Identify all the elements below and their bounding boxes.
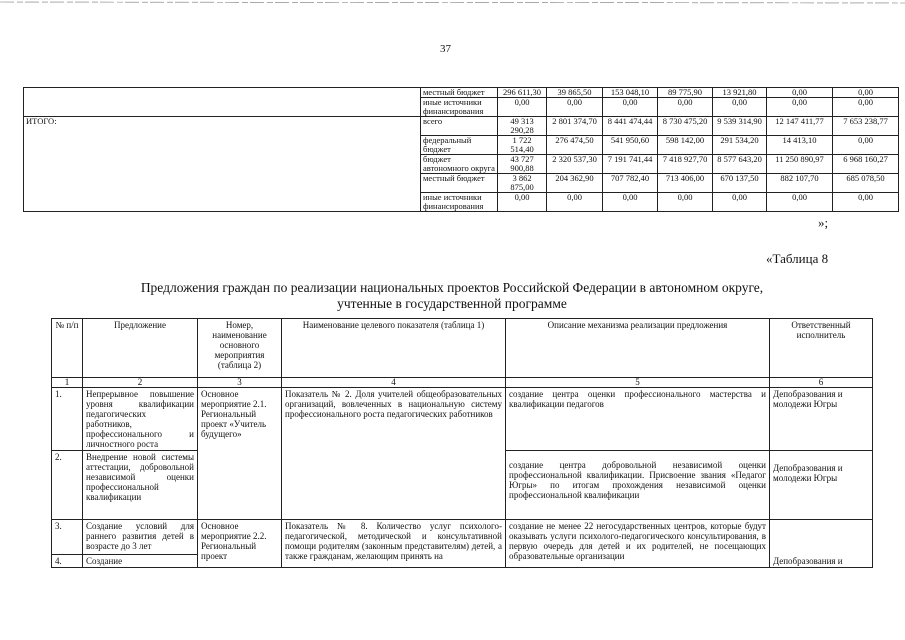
budget-value: 670 137,50 bbox=[713, 174, 767, 193]
budget-value: 0,00 bbox=[767, 193, 833, 212]
measure-text: Основное мероприятие 2.2. Региональный проект bbox=[198, 520, 282, 568]
budget-row bbox=[24, 98, 899, 117]
budget-value: 7 191 741,44 bbox=[603, 155, 658, 174]
row-number: 2. bbox=[52, 451, 83, 520]
measure-text: Основное мероприятие 2.1. Региональный проект «Учитель будущего» bbox=[198, 388, 282, 520]
proposal-text: Создание условий для раннего развития детей в возрасте до 3 лет bbox=[83, 520, 198, 555]
budget-value: 882 107,70 bbox=[767, 174, 833, 193]
header-executor: Ответственный исполнитель bbox=[770, 319, 873, 378]
budget-value: 14 413,10 bbox=[767, 136, 833, 155]
budget-blank-cell bbox=[24, 98, 421, 117]
budget-value: 707 782,40 bbox=[603, 174, 658, 193]
budget-value: 0,00 bbox=[833, 136, 899, 155]
budget-value: 0,00 bbox=[833, 193, 899, 212]
budget-value: 9 539 314,90 bbox=[713, 117, 767, 136]
budget-value: 11 250 890,97 bbox=[767, 155, 833, 174]
proposals-table bbox=[51, 318, 873, 568]
budget-value: 8 441 474,44 bbox=[603, 117, 658, 136]
table-row bbox=[52, 520, 873, 555]
budget-value: 0,00 bbox=[547, 193, 603, 212]
budget-value: 0,00 bbox=[713, 193, 767, 212]
header-indicator: Наименование целевого показателя (таблица 1) bbox=[282, 319, 506, 378]
budget-value: 0,00 bbox=[658, 193, 713, 212]
budget-source-label: иные источники финансирования bbox=[421, 193, 498, 212]
row-number: 1. bbox=[52, 388, 83, 451]
row-number: 3. bbox=[52, 520, 83, 555]
header-row bbox=[52, 319, 873, 378]
budget-value: 153 048,10 bbox=[603, 88, 658, 98]
budget-value: 7 653 238,77 bbox=[833, 117, 899, 136]
executor-text: Депобразования и молодежи Югры bbox=[770, 451, 873, 520]
column-number: 5 bbox=[506, 378, 770, 388]
proposal-text: Внедрение новой системы аттестации, добровольной независимой оценки профессиональной квалификации bbox=[83, 451, 198, 520]
budget-blank-cell bbox=[24, 88, 421, 98]
scan-top-edge bbox=[0, 0, 905, 8]
closing-quote: »; bbox=[818, 215, 829, 230]
column-number: 6 bbox=[770, 378, 873, 388]
budget-value: 0,00 bbox=[833, 98, 899, 117]
budget-value: 541 950,60 bbox=[603, 136, 658, 155]
budget-value: 204 362,90 bbox=[547, 174, 603, 193]
mechanism-text: создание центра оценки профессионального мастерства и квалификации педагогов bbox=[506, 388, 770, 451]
column-number: 4 bbox=[282, 378, 506, 388]
budget-value: 0,00 bbox=[603, 98, 658, 117]
budget-row bbox=[24, 88, 899, 98]
budget-value: 0,00 bbox=[658, 98, 713, 117]
budget-value: 0,00 bbox=[713, 98, 767, 117]
budget-value: 0,00 bbox=[603, 193, 658, 212]
budget-value: 89 775,90 bbox=[658, 88, 713, 98]
budget-source-label: местный бюджет bbox=[421, 174, 498, 193]
header-mechanism: Описание механизма реализации предложения bbox=[506, 319, 770, 378]
column-number: 1 bbox=[52, 378, 83, 388]
budget-value: 6 968 160,27 bbox=[833, 155, 899, 174]
budget-value: 0,00 bbox=[767, 98, 833, 117]
budget-value: 13 921,80 bbox=[713, 88, 767, 98]
budget-value: 0,00 bbox=[767, 88, 833, 98]
executor-text: Депобразования и молодежи Югры bbox=[770, 388, 873, 451]
budget-source-label: иные источники финансирования bbox=[421, 98, 498, 117]
column-number-row bbox=[52, 378, 873, 388]
column-number: 3 bbox=[198, 378, 282, 388]
budget-value: 12 147 411,77 bbox=[767, 117, 833, 136]
column-number: 2 bbox=[83, 378, 198, 388]
header-number: № п/п bbox=[52, 319, 83, 378]
header-measure: Номер, наименование основного мероприятия (таблица 2) bbox=[198, 319, 282, 378]
budget-value: 296 611,30 bbox=[498, 88, 547, 98]
table-row bbox=[52, 388, 873, 451]
budget-value: 598 142,00 bbox=[658, 136, 713, 155]
budget-value: 3 862 875,00 bbox=[498, 174, 547, 193]
budget-value: 0,00 bbox=[833, 88, 899, 98]
document-title: Предложения граждан по реализации национальных проектов Российской Федерации в автономном округе, учтенные в государственной программе bbox=[140, 280, 764, 311]
mechanism-text: создание центра добровольной независимой оценки профессиональной квалификации. Присвоение звания «Педагог Югры» по итогам прохождения независимой оценки профессиональной квалификации bbox=[506, 451, 770, 520]
budget-value: 291 534,20 bbox=[713, 136, 767, 155]
budget-value: 8 577 643,20 bbox=[713, 155, 767, 174]
budget-value: 0,00 bbox=[547, 98, 603, 117]
budget-source-label: бюджет автономного округа bbox=[421, 155, 498, 174]
budget-value: 276 474,50 bbox=[547, 136, 603, 155]
header-proposal: Предложение bbox=[83, 319, 198, 378]
budget-value: 8 730 475,20 bbox=[658, 117, 713, 136]
budget-value: 713 406,00 bbox=[658, 174, 713, 193]
budget-value: 0,00 bbox=[498, 193, 547, 212]
proposal-text: Непрерывное повышение уровня квалификации педагогических работников, профессионального и личностного роста bbox=[83, 388, 198, 451]
indicator-text: Показатель № 8. Количество услуг психолого-педагогической, методической и консультативной помощи родителям (законным представителям) детей, а также гражданам, желающим принять на bbox=[282, 520, 506, 568]
indicator-text: Показатель № 2. Доля учителей общеобразовательных организаций, вовлеченных в национальную систему профессионального роста педагогических работников bbox=[282, 388, 506, 520]
budget-value: 2 801 374,70 bbox=[547, 117, 603, 136]
budget-value: 2 320 537,30 bbox=[547, 155, 603, 174]
budget-value: 0,00 bbox=[498, 98, 547, 117]
budget-row bbox=[24, 117, 899, 136]
row-number: 4. bbox=[52, 555, 83, 568]
budget-table bbox=[23, 87, 899, 212]
budget-value: 7 418 927,70 bbox=[658, 155, 713, 174]
budget-value: 49 313 290,28 bbox=[498, 117, 547, 136]
executor-text: Депобразования и bbox=[770, 520, 873, 568]
proposal-text: Создание bbox=[83, 555, 198, 568]
page-number: 37 bbox=[440, 43, 451, 55]
budget-source-label: федеральный бюджет bbox=[421, 136, 498, 155]
mechanism-text: создание не менее 22 негосударственных центров, которые будут оказывать услуги психолого-педагогического консультирования, в первую очередь для детей и их родителей, не посещающих образовательные организации bbox=[506, 520, 770, 568]
budget-source-label: местный бюджет bbox=[421, 88, 498, 98]
budget-value: 43 727 900,88 bbox=[498, 155, 547, 174]
budget-source-label: всего bbox=[421, 117, 498, 136]
budget-value: 39 865,50 bbox=[547, 88, 603, 98]
itogo-label: ИТОГО: bbox=[24, 117, 421, 212]
budget-value: 1 722 514,40 bbox=[498, 136, 547, 155]
table-label: «Таблица 8 bbox=[766, 251, 829, 266]
budget-value: 685 078,50 bbox=[833, 174, 899, 193]
